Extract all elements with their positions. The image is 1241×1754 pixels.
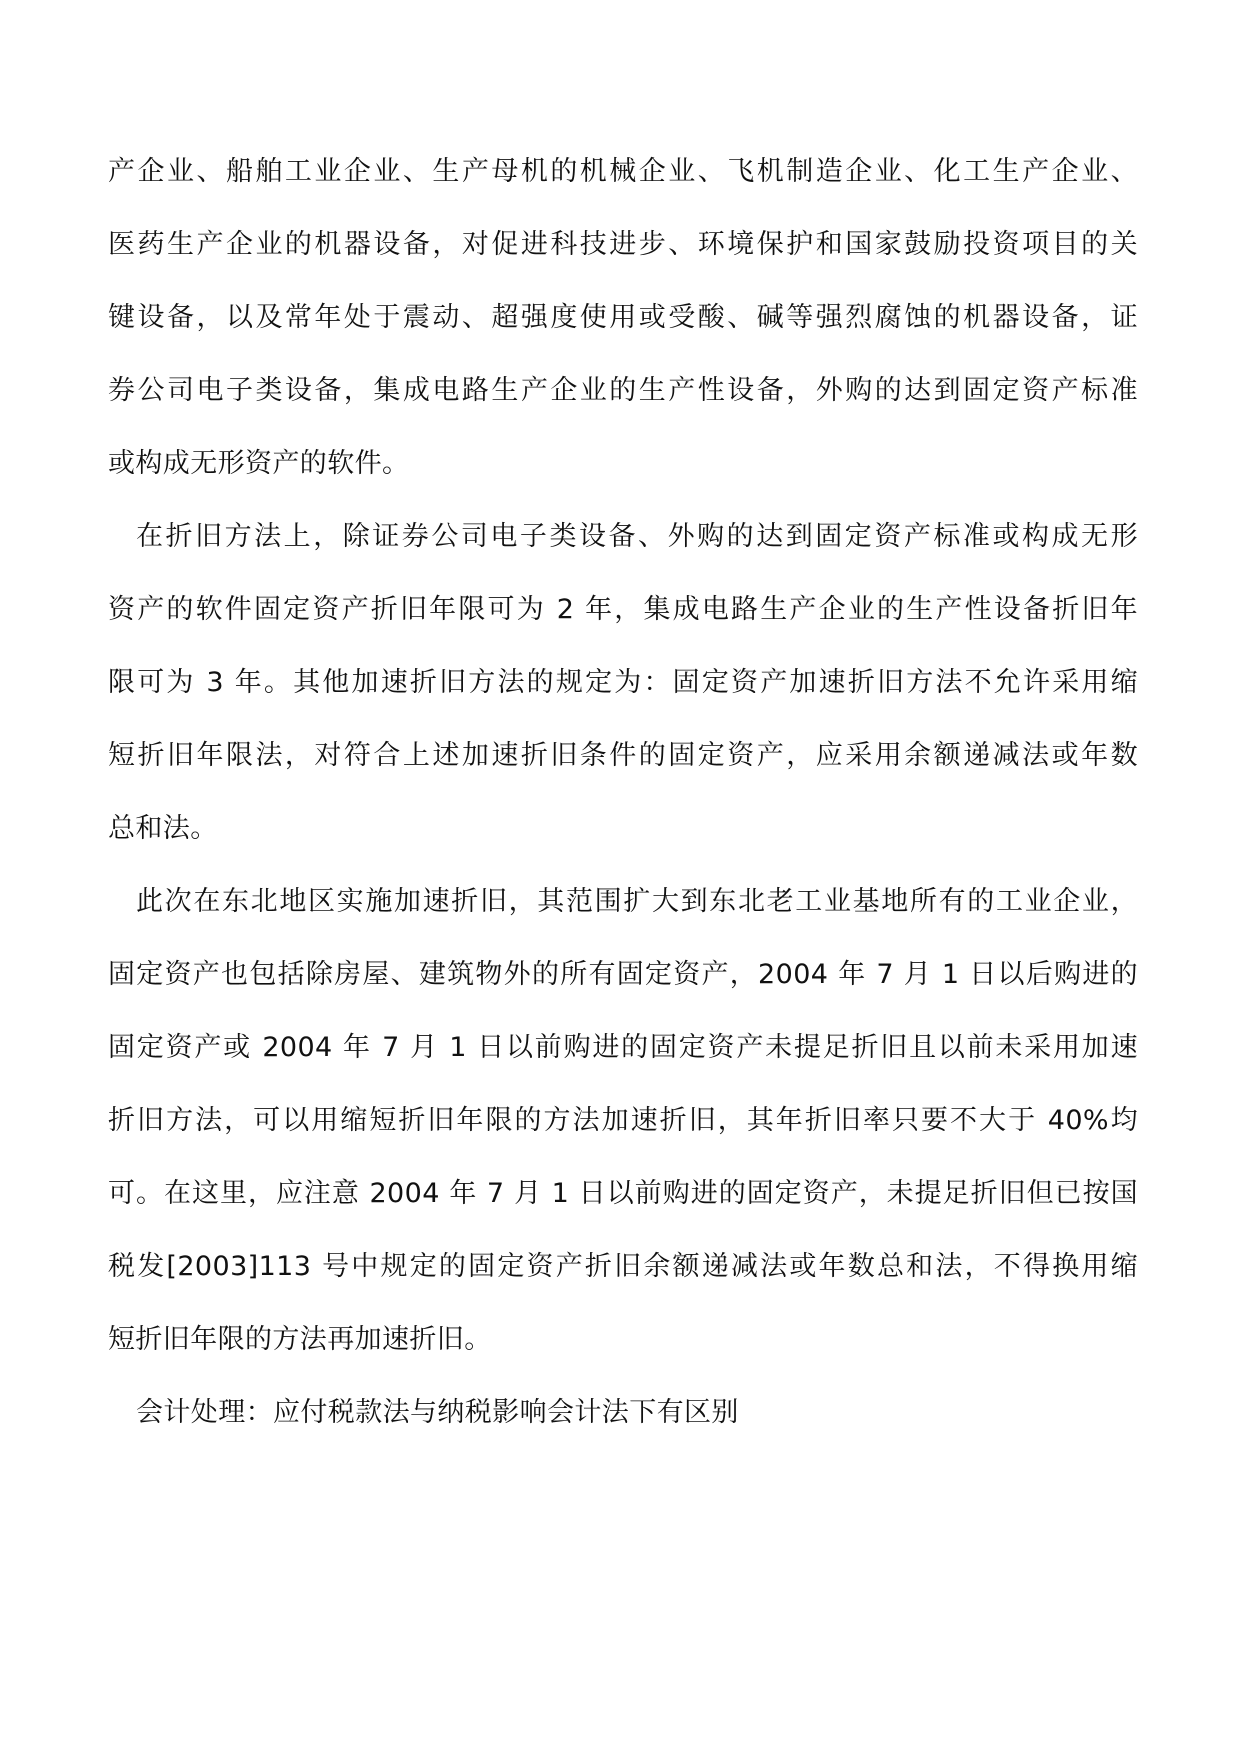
paragraph-1-line-4: 券公司电子类设备，集成电路生产企业的生产性设备，外购的达到固定资产标准 [108, 375, 1138, 406]
paragraph-1-line-1: 产企业、船舶工业企业、生产母机的机械企业、飞机制造企业、化工生产企业、 [108, 156, 1138, 187]
paragraph-3-line-2: 固定资产也包括除房屋、建筑物外的所有固定资产，2004 年 7 月 1 日以后购进的 [108, 959, 1138, 990]
paragraph-2-line-5: 总和法。 [108, 813, 218, 844]
paragraph-3-line-6: 税发[2003]113 号中规定的固定资产折旧余额递减法或年数总和法，不得换用缩 [108, 1251, 1138, 1282]
paragraph-2-line-3: 限可为 3 年。其他加速折旧方法的规定为：固定资产加速折旧方法不允许采用缩 [108, 667, 1138, 698]
paragraph-1-line-5: 或构成无形资产的软件。 [108, 448, 410, 479]
paragraph-1-line-2: 医药生产企业的机器设备，对促进科技进步、环境保护和国家鼓励投资项目的关 [108, 229, 1138, 260]
paragraph-3-line-3: 固定资产或 2004 年 7 月 1 日以前购进的固定资产未提足折旧且以前未采用加速 [108, 1032, 1138, 1063]
paragraph-1-line-3: 键设备，以及常年处于震动、超强度使用或受酸、碱等强烈腐蚀的机器设备，证 [108, 302, 1138, 333]
paragraph-2-line-4: 短折旧年限法，对符合上述加速折旧条件的固定资产，应采用余额递减法或年数 [108, 740, 1138, 771]
paragraph-3-line-1: 此次在东北地区实施加速折旧，其范围扩大到东北老工业基地所有的工业企业， [136, 886, 1138, 917]
paragraph-2-line-2: 资产的软件固定资产折旧年限可为 2 年，集成电路生产企业的生产性设备折旧年 [108, 594, 1138, 625]
paragraph-4-line-1: 会计处理：应付税款法与纳税影响会计法下有区别 [136, 1397, 739, 1428]
paragraph-3-line-4: 折旧方法，可以用缩短折旧年限的方法加速折旧，其年折旧率只要不大于 40%均 [108, 1105, 1138, 1136]
paragraph-3-line-5: 可。在这里，应注意 2004 年 7 月 1 日以前购进的固定资产，未提足折旧但已按国 [108, 1178, 1138, 1209]
paragraph-3-line-7: 短折旧年限的方法再加速折旧。 [108, 1324, 492, 1355]
paragraph-2-line-1: 在折旧方法上，除证券公司电子类设备、外购的达到固定资产标准或构成无形 [136, 521, 1138, 552]
